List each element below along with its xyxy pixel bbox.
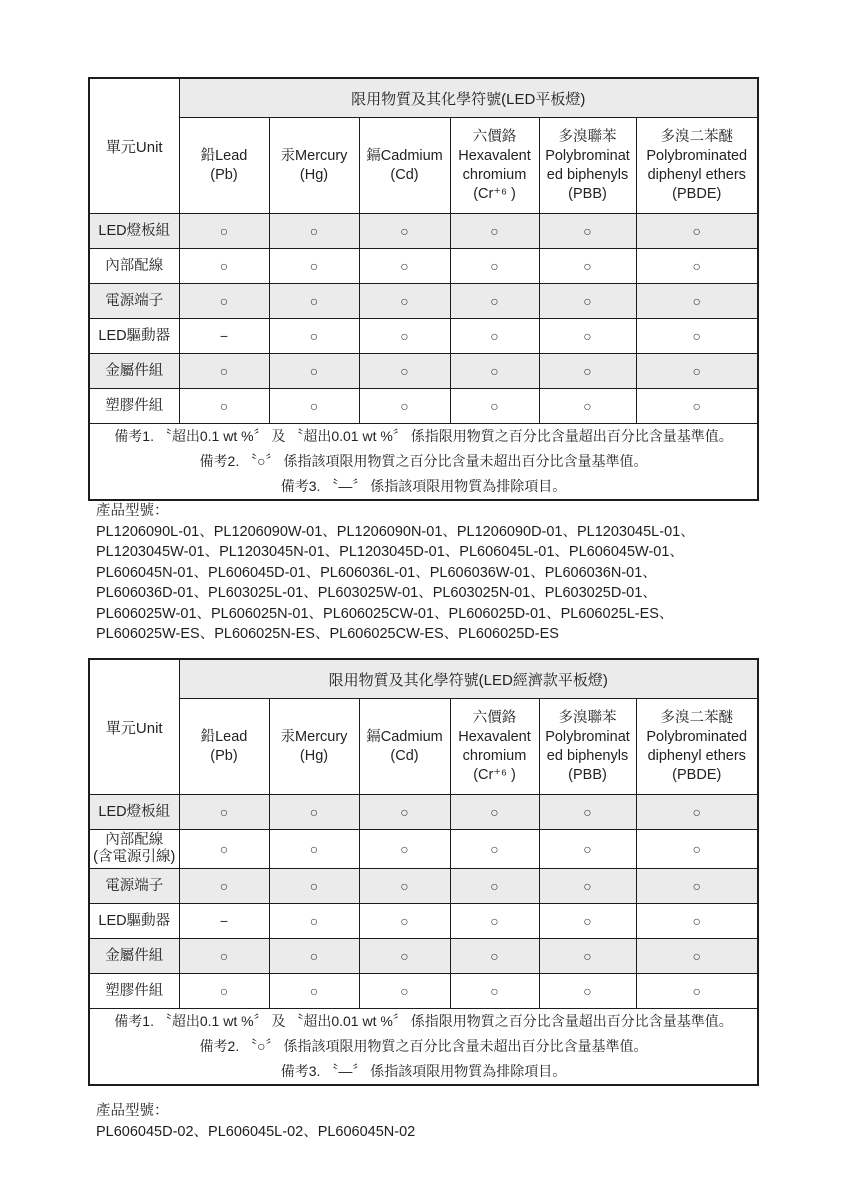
component-row <box>89 249 758 284</box>
substance-value-cell: ○ <box>179 354 269 389</box>
rohs-substance-table <box>88 658 759 1086</box>
substance-value-cell: ○ <box>539 830 636 869</box>
component-label: 塑膠件組 <box>89 389 179 424</box>
substance-column-header: 鉛Lead (Pb) <box>179 118 269 214</box>
rohs-substance-table <box>88 77 759 501</box>
substance-value-cell: ○ <box>269 974 359 1009</box>
note-line: 備考1. 〝超出0.1 wt %〞 及 〝超出0.01 wt %〞 係指限用物質之百分比含量超出百分比含量基準值。 <box>114 1013 733 1029</box>
substance-value-cell: ○ <box>450 974 539 1009</box>
substance-value-cell: ○ <box>359 974 450 1009</box>
substance-value-cell: ○ <box>269 830 359 869</box>
substance-value-cell: ○ <box>636 214 758 249</box>
substance-value-cell: ○ <box>539 354 636 389</box>
models-label: 產品型號： <box>96 503 169 519</box>
model-line: PL606045N-01、PL606045D-01、PL606036L-01、PL606036W-01、PL606036N-01、 <box>96 564 657 581</box>
substance-value-cell: ○ <box>539 939 636 974</box>
model-line: PL1206090L-01、PL1206090W-01、PL1206090N-01、PL1206090D-01、PL1203045L-01、 <box>96 523 695 540</box>
substance-value-cell: − <box>179 319 269 354</box>
component-label: LED燈板組 <box>89 214 179 249</box>
substance-value-cell: ○ <box>359 214 450 249</box>
component-label: 金屬件組 <box>89 354 179 389</box>
component-label: LED燈板組 <box>89 795 179 830</box>
substance-value-cell: ○ <box>359 869 450 904</box>
component-row <box>89 284 758 319</box>
substance-value-cell: ○ <box>359 284 450 319</box>
component-row <box>89 319 758 354</box>
substance-value-cell: ○ <box>636 319 758 354</box>
substance-value-cell: ○ <box>269 249 359 284</box>
substance-value-cell: ○ <box>359 830 450 869</box>
substance-value-cell: ○ <box>636 869 758 904</box>
component-row <box>89 389 758 424</box>
substance-value-cell: ○ <box>269 389 359 424</box>
unit-header-cell: 單元Unit <box>89 659 179 795</box>
component-label: 金屬件組 <box>89 939 179 974</box>
component-label: 電源端子 <box>89 869 179 904</box>
product-models-section-2 <box>96 1101 415 1142</box>
substance-value-cell: ○ <box>359 939 450 974</box>
substance-value-cell: ○ <box>269 795 359 830</box>
substance-value-cell: ○ <box>539 869 636 904</box>
component-row <box>89 354 758 389</box>
component-row <box>89 869 758 904</box>
substance-value-cell: ○ <box>450 830 539 869</box>
substance-value-cell: ○ <box>539 389 636 424</box>
note-line: 備考2. 〝○〞 係指該項限用物質之百分比含量未超出百分比含量基準值。 <box>199 453 648 469</box>
substance-value-cell: ○ <box>450 284 539 319</box>
substance-value-cell: ○ <box>450 214 539 249</box>
substance-value-cell: ○ <box>636 904 758 939</box>
substance-value-cell: ○ <box>359 795 450 830</box>
substance-column-header: 多溴聯苯 Polybrominat ed biphenyls (PBB) <box>539 118 636 214</box>
models-label: 產品型號： <box>96 1103 169 1119</box>
component-label: 內部配線 <box>89 249 179 284</box>
substance-value-cell: ○ <box>539 795 636 830</box>
substance-column-header: 汞Mercury (Hg) <box>269 118 359 214</box>
substance-value-cell: ○ <box>636 389 758 424</box>
substance-value-cell: ○ <box>450 319 539 354</box>
component-row <box>89 939 758 974</box>
substance-column-header: 鉛Lead (Pb) <box>179 699 269 795</box>
model-line: PL606045D-02、PL606045L-02、PL606045N-02 <box>96 1123 416 1140</box>
substance-value-cell: ○ <box>359 904 450 939</box>
substance-value-cell: ○ <box>359 319 450 354</box>
substance-column-header: 汞Mercury (Hg) <box>269 699 359 795</box>
substance-column-header: 多溴二苯醚 Polybrominated diphenyl ethers (PBDE) <box>636 699 758 795</box>
component-row <box>89 214 758 249</box>
product-models-section-1 <box>96 501 695 645</box>
substance-value-cell: ○ <box>539 319 636 354</box>
substance-column-header: 六價鉻 Hexavalent chromium (Cr⁺⁶ ) <box>450 118 539 214</box>
substance-value-cell: ○ <box>179 869 269 904</box>
note-line: 備考3. 〝—〞 係指該項限用物質為排除項目。 <box>280 1063 567 1079</box>
note-line: 備考1. 〝超出0.1 wt %〞 及 〝超出0.01 wt %〞 係指限用物質之百分比含量超出百分比含量基準值。 <box>114 428 733 444</box>
note-line: 備考2. 〝○〞 係指該項限用物質之百分比含量未超出百分比含量基準值。 <box>199 1038 648 1054</box>
substance-column-header: 多溴二苯醚 Polybrominated diphenyl ethers (PBDE) <box>636 118 758 214</box>
substance-value-cell: ○ <box>539 974 636 1009</box>
substance-value-cell: − <box>179 904 269 939</box>
substance-value-cell: ○ <box>636 284 758 319</box>
substance-value-cell: ○ <box>450 249 539 284</box>
substance-value-cell: ○ <box>450 354 539 389</box>
unit-header-cell: 單元Unit <box>89 78 179 214</box>
substance-value-cell: ○ <box>179 284 269 319</box>
substance-value-cell: ○ <box>179 939 269 974</box>
model-line: PL1203045W-01、PL1203045N-01、PL1203045D-01、PL606045L-01、PL606045W-01、 <box>96 544 684 560</box>
component-label: 內部配線 (含電源引線) <box>89 830 179 869</box>
substance-value-cell: ○ <box>359 389 450 424</box>
substance-value-cell: ○ <box>269 214 359 249</box>
model-line: PL606025W-ES、PL606025N-ES、PL606025CW-ES、PL606025D-ES <box>96 626 559 642</box>
substance-value-cell: ○ <box>179 795 269 830</box>
substance-value-cell: ○ <box>269 939 359 974</box>
substance-value-cell: ○ <box>179 974 269 1009</box>
component-row <box>89 974 758 1009</box>
rohs-table-led-economy-panel <box>88 658 759 1086</box>
table-title: 限用物質及其化學符號(LED平板燈) <box>179 78 758 118</box>
substance-value-cell: ○ <box>179 830 269 869</box>
component-label: LED驅動器 <box>89 319 179 354</box>
substance-value-cell: ○ <box>450 869 539 904</box>
component-label: 塑膠件組 <box>89 974 179 1009</box>
substance-value-cell: ○ <box>450 389 539 424</box>
substance-value-cell: ○ <box>269 284 359 319</box>
substance-value-cell: ○ <box>179 249 269 284</box>
table-title: 限用物質及其化學符號(LED經濟款平板燈) <box>179 659 758 699</box>
notes-cell <box>89 1009 758 1086</box>
substance-column-header: 鎘Cadmium (Cd) <box>359 699 450 795</box>
substance-value-cell: ○ <box>636 974 758 1009</box>
rohs-table-led-panel <box>88 77 759 501</box>
component-row <box>89 795 758 830</box>
substance-value-cell: ○ <box>636 939 758 974</box>
substance-value-cell: ○ <box>269 319 359 354</box>
note-line: 備考3. 〝—〞 係指該項限用物質為排除項目。 <box>280 478 567 494</box>
substance-value-cell: ○ <box>636 830 758 869</box>
component-label: 電源端子 <box>89 284 179 319</box>
substance-value-cell: ○ <box>539 284 636 319</box>
substance-value-cell: ○ <box>636 795 758 830</box>
substance-value-cell: ○ <box>539 904 636 939</box>
model-line: PL606025W-01、PL606025N-01、PL606025CW-01、PL606025D-01、PL606025L-ES、 <box>96 605 674 622</box>
component-row <box>89 830 758 869</box>
model-line: PL606036D-01、PL603025L-01、PL603025W-01、PL603025N-01、PL603025D-01、 <box>96 585 657 601</box>
substance-value-cell: ○ <box>179 389 269 424</box>
substance-value-cell: ○ <box>450 939 539 974</box>
component-row <box>89 904 758 939</box>
substance-value-cell: ○ <box>359 249 450 284</box>
substance-value-cell: ○ <box>359 354 450 389</box>
substance-column-header: 六價鉻 Hexavalent chromium (Cr⁺⁶ ) <box>450 699 539 795</box>
substance-value-cell: ○ <box>450 904 539 939</box>
substance-value-cell: ○ <box>636 354 758 389</box>
substance-value-cell: ○ <box>179 214 269 249</box>
substance-value-cell: ○ <box>539 249 636 284</box>
substance-column-header: 多溴聯苯 Polybrominat ed biphenyls (PBB) <box>539 699 636 795</box>
substance-value-cell: ○ <box>269 904 359 939</box>
substance-value-cell: ○ <box>450 795 539 830</box>
substance-value-cell: ○ <box>539 214 636 249</box>
notes-cell <box>89 424 758 501</box>
substance-column-header: 鎘Cadmium (Cd) <box>359 118 450 214</box>
substance-value-cell: ○ <box>269 869 359 904</box>
component-label: LED驅動器 <box>89 904 179 939</box>
substance-value-cell: ○ <box>636 249 758 284</box>
substance-value-cell: ○ <box>269 354 359 389</box>
